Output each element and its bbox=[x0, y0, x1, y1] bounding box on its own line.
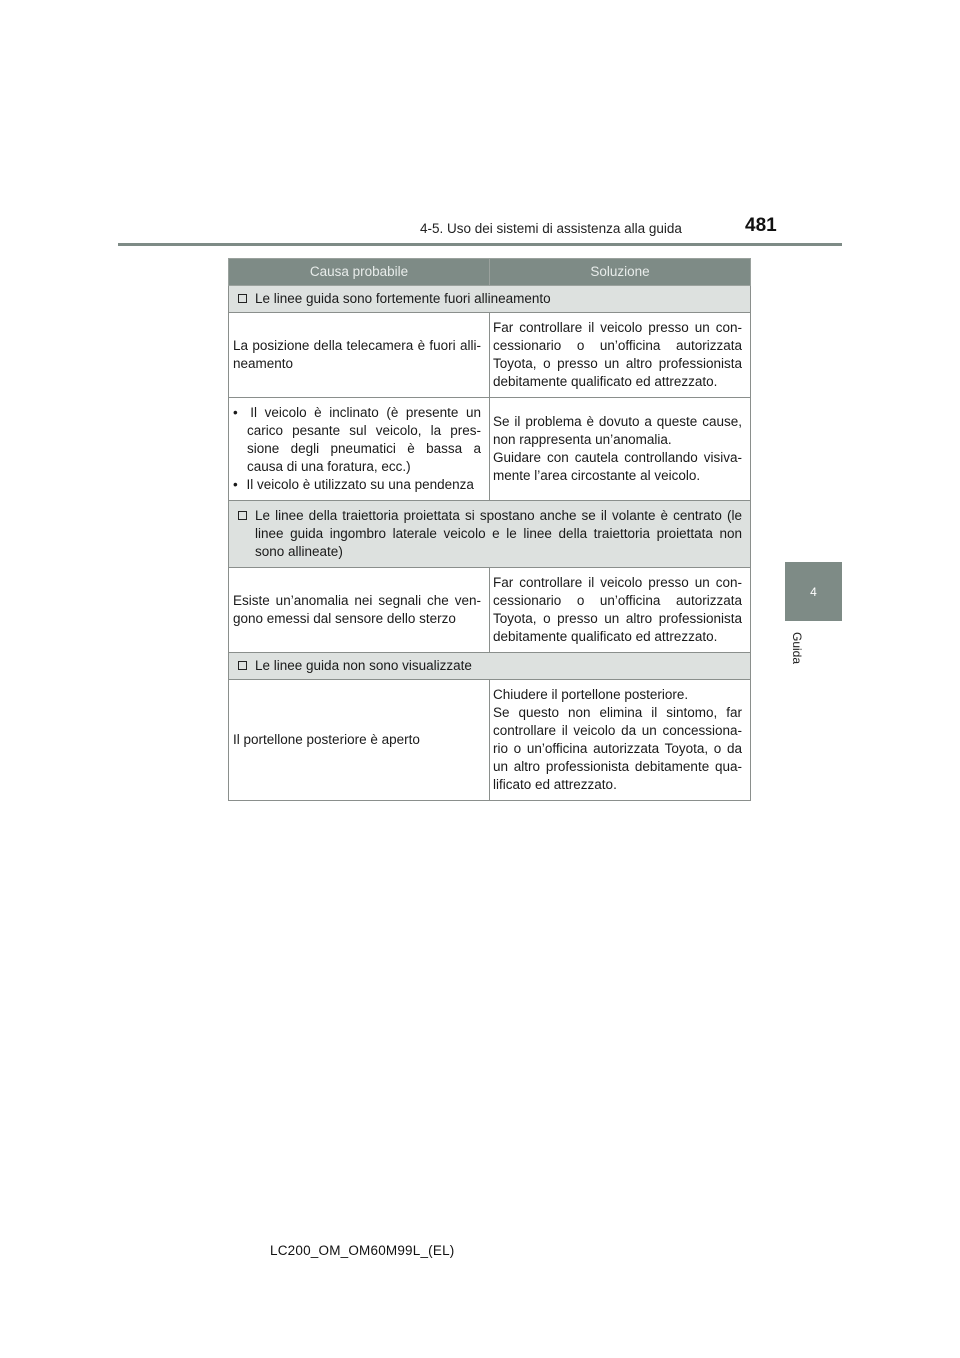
solution-cell: Far controllare il veicolo presso un con-cessionario o un’officina autorizzata Toyota, o presso un altro professionista debitamente qualificato ed attrezzato. bbox=[490, 313, 751, 398]
chapter-tab[interactable] bbox=[785, 562, 842, 621]
checkbox-icon bbox=[238, 294, 247, 303]
table-header-row bbox=[229, 259, 751, 286]
table-row bbox=[229, 680, 751, 801]
column-header-solution: Soluzione bbox=[490, 259, 751, 286]
chapter-number: 4 bbox=[810, 584, 817, 599]
solution-line: Guidare con cautela controllando visiva-mente l’area circostante al veicolo. bbox=[493, 450, 742, 483]
category-label: Le linee guida non sono visualizzate bbox=[255, 658, 472, 673]
solution-line: Se il problema è dovuto a queste cause, non rappresenta un’anomalia. bbox=[493, 414, 742, 447]
cause-cell: Il portellone posteriore è aperto bbox=[229, 680, 490, 801]
column-header-cause: Causa probabile bbox=[229, 259, 490, 286]
section-title: 4-5. Uso dei sistemi di assistenza alla guida bbox=[420, 221, 682, 236]
page-number: 481 bbox=[745, 215, 777, 236]
checkbox-icon bbox=[238, 511, 247, 520]
header-divider bbox=[118, 243, 842, 246]
document-code: LC200_OM_OM60M99L_(EL) bbox=[270, 1243, 455, 1258]
checkbox-icon bbox=[238, 661, 247, 670]
table-row bbox=[229, 398, 751, 501]
cause-cell bbox=[229, 398, 490, 501]
cause-bullet: • Il veicolo è utilizzato su una pendenza bbox=[233, 476, 481, 494]
troubleshooting-table bbox=[228, 258, 751, 801]
solution-line: Se questo non elimina il sintomo, far controllare il veicolo da un concessiona-rio o un’officina autorizzata Toyota, o da un altro professionista debitamente qua-lificato ed attrezzato. bbox=[493, 705, 742, 792]
solution-cell bbox=[490, 680, 751, 801]
category-row bbox=[229, 501, 751, 568]
cause-cell: Esiste un’anomalia nei segnali che ven-gono emessi dal sensore dello sterzo bbox=[229, 568, 490, 653]
solution-line: Chiudere il portellone posteriore. bbox=[493, 687, 689, 702]
solution-cell: Far controllare il veicolo presso un con-cessionario o un’officina autorizzata Toyota, o presso un altro professionista debitamente qualificato ed attrezzato. bbox=[490, 568, 751, 653]
cause-bullet: • Il veicolo è inclinato (è presente un carico pesante sul veicolo, la pres-sione degli pneumatici è bassa a causa di una foratura, ecc.) bbox=[233, 404, 481, 476]
category-label: Le linee guida sono fortemente fuori allineamento bbox=[255, 291, 551, 306]
table-row bbox=[229, 568, 751, 653]
cause-cell: La posizione della telecamera è fuori alli-neamento bbox=[229, 313, 490, 398]
chapter-label: Guida bbox=[790, 632, 804, 665]
solution-cell bbox=[490, 398, 751, 501]
table-row bbox=[229, 313, 751, 398]
category-row bbox=[229, 286, 751, 313]
category-label: Le linee della traiettoria proiettata si spostano anche se il volante è centrato (le linee guida ingombro laterale veicolo e le linee della traiettoria proiettata non sono allineate) bbox=[255, 508, 742, 559]
category-row bbox=[229, 653, 751, 680]
